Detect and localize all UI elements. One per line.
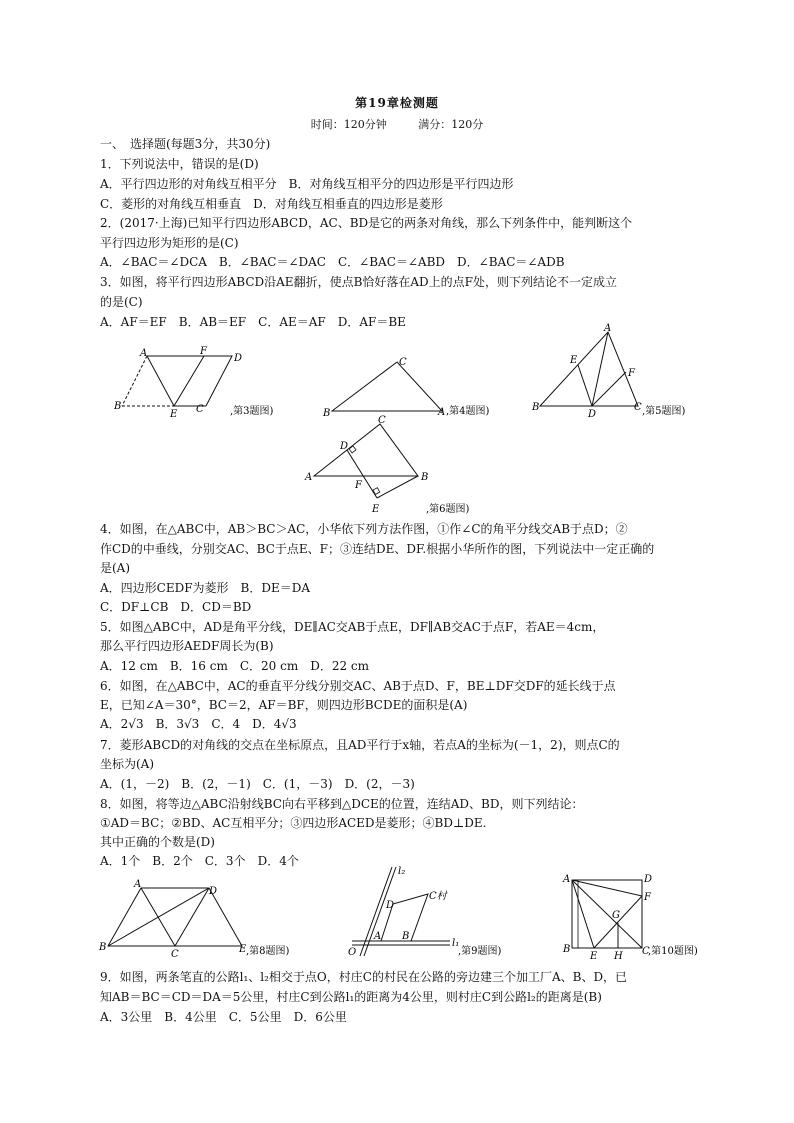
label-b: B	[563, 944, 571, 955]
label-d: D	[234, 353, 243, 364]
label-b: B	[532, 402, 540, 413]
q1-options-cd: C．菱形的对角线互相垂直 D．对角线互相垂直的四边形是菱形	[100, 197, 443, 211]
exam-info	[0, 116, 794, 132]
figure-caption: ,第5题图)	[642, 406, 686, 417]
label-b: B	[402, 931, 410, 942]
figure-caption: ,第4题图)	[446, 406, 490, 417]
label-a: A	[134, 879, 142, 890]
label-e: E	[239, 944, 247, 955]
label-d: D	[340, 441, 349, 452]
q6-stem-line1: 6．如图，在△ABC中，AC的垂直平分线分别交AC、AB于点D、F，BE⊥DF交DF的延长线于点	[100, 679, 616, 693]
figure-q10	[560, 870, 760, 960]
q8-stem-line2: ①AD＝BC；②BD、AC互相平分；③四边形ACED是菱形；④BD⊥DE.	[100, 816, 487, 830]
q6-options: A．2√3 B．3√3 C．4 D．4√3	[100, 717, 297, 731]
figure-caption: ,第3题图)	[230, 406, 274, 417]
figure-q8	[96, 880, 316, 960]
figure-q9	[344, 862, 524, 962]
figure-q3	[112, 346, 274, 421]
figure-q5	[530, 324, 720, 419]
label-d: D	[209, 886, 218, 897]
label-f: F	[644, 892, 651, 903]
q9-stem-line2: 知AB＝BC＝CD＝DA＝5公里，村庄C到公路l₁的距离为4公里，则村庄C到公路l₂的距离是(B)	[100, 990, 602, 1004]
q7-stem-line2: 坐标为(A)	[100, 757, 155, 771]
label-d: D	[588, 409, 597, 420]
q4-stem-line3: 是(A)	[100, 561, 131, 575]
label-a: A	[563, 874, 571, 885]
q9-options: A．3公里 B．4公里 C．5公里 D．6公里	[100, 1010, 347, 1024]
label-c: C	[378, 415, 386, 426]
page-title: 第19章检测题	[355, 96, 439, 110]
figure-q6	[300, 416, 510, 516]
label-f: F	[355, 480, 362, 491]
q1-stem: 1．下列说法中，错误的是(D)	[100, 157, 259, 171]
q2-stem-line1: 2．(2017·上海)已知平行四边形ABCD，AC、BD是它的两条对角线，那么下列条件中，能判断这个	[100, 216, 633, 230]
label-l1: l₁	[452, 938, 460, 949]
label-e: E	[570, 355, 578, 366]
label-e: E	[372, 504, 380, 515]
q2-stem-line2: 平行四边形为矩形的是(C)	[100, 236, 239, 250]
q2-options: A．∠BAC＝∠DCA B．∠BAC＝∠DAC C．∠BAC＝∠ABD D．∠BAC＝∠ADB	[100, 255, 565, 269]
q5-stem-line2: 那么平行四边形AEDF周长为(B)	[100, 639, 274, 653]
label-f: F	[200, 346, 207, 357]
label-g: G	[612, 910, 620, 921]
q1-options-ab: A．平行四边形的对角线互相平分 B．对角线互相平分的四边形是平行四边形	[100, 177, 514, 191]
label-o: O	[348, 947, 357, 958]
label-c: C	[196, 404, 204, 415]
label-f: F	[628, 368, 635, 379]
label-a: A	[374, 931, 382, 942]
q4-options-ab: A．四边形CEDF为菱形 B．DE＝DA	[100, 581, 311, 595]
figure-caption: ,第9题图)	[458, 946, 502, 957]
q6-stem-line2: E，已知∠A＝30°，BC＝2，AF＝BF，则四边形BCDE的面积是(A)	[100, 698, 468, 712]
q7-options: A．(1，－2) B．(2，－1) C．(1，－3) D．(2，－3)	[100, 777, 415, 791]
q3-stem-line2: 的是(C)	[100, 295, 143, 309]
figure-caption: ,第8题图)	[246, 946, 290, 957]
label-a: A	[438, 407, 446, 418]
q5-stem-line1: 5．如图△ABC中，AD是角平分线，DE∥AC交AB于点E，DF∥AB交AC于点F，若AE＝4cm，	[100, 620, 605, 634]
label-c: C村	[429, 891, 447, 902]
label-a: A	[604, 323, 612, 334]
q3-options: A．AF＝EF B．AB＝EF C．AE＝AF D．AF＝BE	[100, 315, 406, 329]
label-b: B	[323, 408, 331, 419]
label-a: A	[305, 472, 313, 483]
label-c: C	[634, 402, 642, 413]
q4-stem-line1: 4．如图，在△ABC中，AB＞BC＞AC，小华依下列方法作图，①作∠C的角平分线交AB于点D；②	[100, 522, 628, 536]
q5-options: A．12 cm B．16 cm C．20 cm D．22 cm	[100, 659, 370, 673]
label-c: C	[171, 949, 179, 960]
figure-caption: ,第10题图)	[648, 946, 698, 957]
label-b: B	[114, 401, 122, 412]
label-d: D	[386, 900, 395, 911]
label-c: C	[642, 946, 650, 957]
label-e: E	[170, 409, 178, 420]
label-d: D	[644, 874, 653, 885]
label-h: H	[614, 951, 623, 962]
q8-stem-line3: 其中正确的个数是(D)	[100, 835, 215, 849]
q7-stem-line1: 7．菱形ABCD的对角线的交点在坐标原点，且AD平行于x轴，若点A的坐标为(－1，2)，则点C的	[100, 738, 620, 752]
q8-stem-line1: 8．如图，将等边△ABC沿射线BC向右平移到△DCE的位置，连结AD、BD，则下列结论：	[100, 797, 584, 811]
q8-options: A．1个 B．2个 C．3个 D．4个	[100, 854, 299, 868]
label-b: B	[421, 472, 429, 483]
label-a: A	[140, 348, 148, 359]
label-b: B	[99, 942, 107, 953]
q4-options-cd: C．DF⊥CB D．CD＝BD	[100, 600, 252, 614]
q4-stem-line2: 作CD的中垂线，分别交AC、BC于点E、F；③连结DE、DF.根据小华所作的图，下列说法中一定正确的	[100, 542, 655, 556]
label-e: E	[590, 951, 598, 962]
q9-stem-line1: 9．如图，两条笔直的公路l₁、l₂相交于点O，村庄C的村民在公路的旁边建三个加工厂A、B、D，已	[100, 970, 628, 984]
label-c: C	[399, 357, 407, 368]
full-score: 满分：120分	[418, 118, 484, 131]
section-heading: 一、 选择题(每题3分，共30分)	[100, 137, 271, 151]
time-limit: 时间：120分钟	[310, 118, 387, 131]
figure-q4	[322, 356, 512, 421]
label-l2: l₂	[398, 866, 406, 877]
figure-caption: ,第6题图)	[426, 504, 470, 515]
q3-stem-line1: 3．如图，将平行四边形ABCD沿AE翻折，使点B恰好落在AD上的点F处，则下列结论不一定成立	[100, 275, 618, 289]
